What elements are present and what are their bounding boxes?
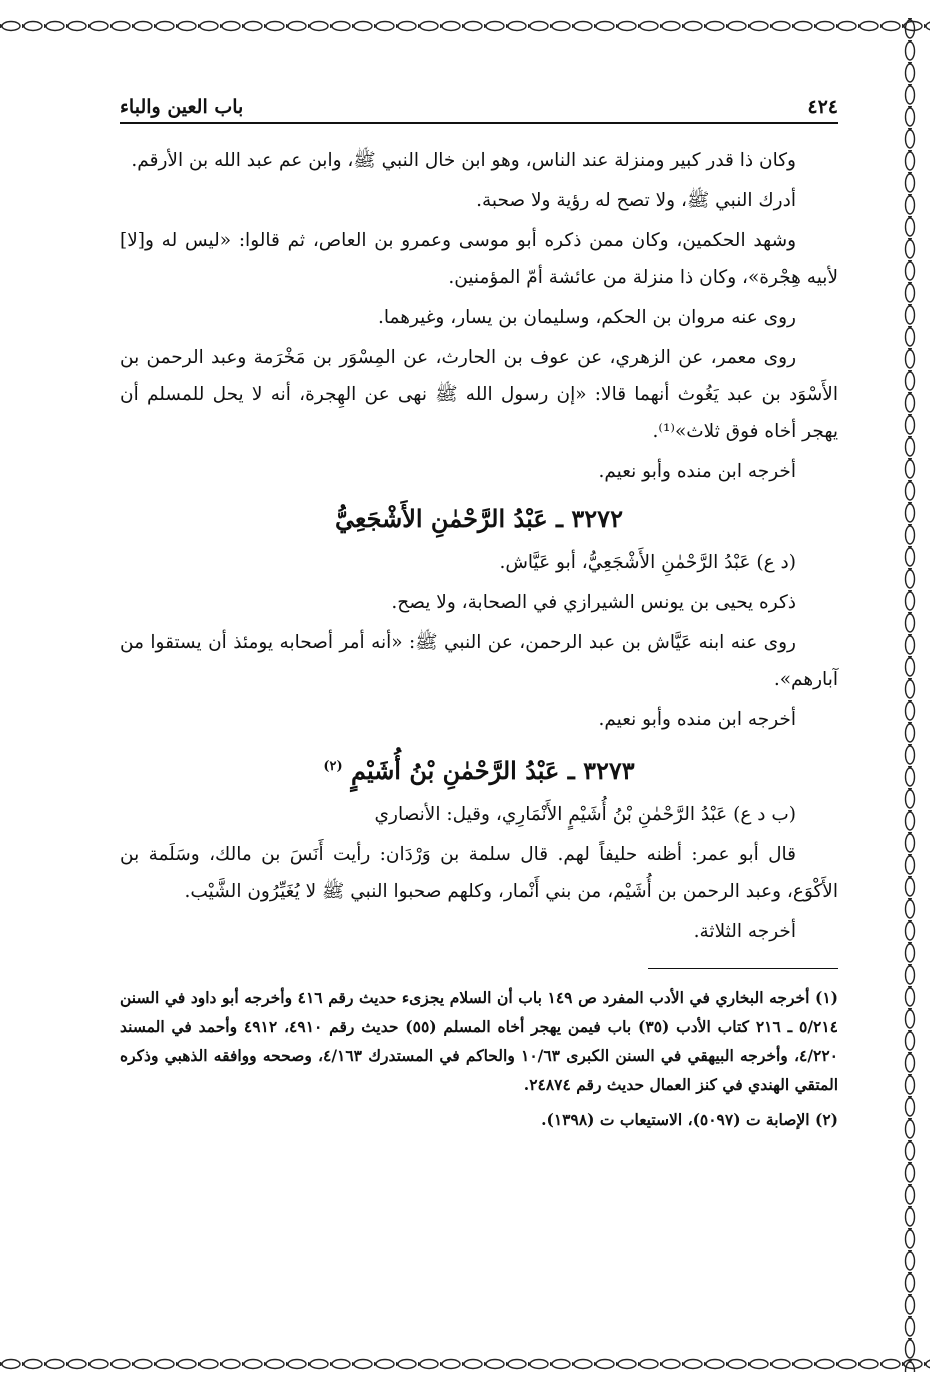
top-chain-border xyxy=(0,18,930,34)
chain-ornament xyxy=(0,18,930,34)
paragraph: وشهد الحكمين، وكان ممن ذكره أبو موسى وعمرو بن العاص، ثم قالوا: «ليس له و[لا] لأبيه هِجْرة»، وكان ذا منزلة من عائشة أمّ المؤمنين. xyxy=(120,230,838,288)
bottom-chain-border xyxy=(0,1356,930,1372)
entry-title-text: ٣٢٧٣ ـ عَبْدُ الرَّحْمٰنِ بْنُ أُشَيْمٍ xyxy=(350,756,635,785)
entry-title: ٣٢٧٢ ـ عَبْدُ الرَّحْمٰنِ الأَشْجَعِيُّ xyxy=(335,504,623,533)
footnote-marker: (٢) xyxy=(323,759,343,774)
body-text xyxy=(120,142,838,950)
paragraph: أخرجه الثلاثة. xyxy=(693,921,796,942)
right-chain-border xyxy=(902,18,918,1372)
chain-ornament xyxy=(0,1356,930,1372)
paragraph: روى عنه ابنه عَيَّاش بن عبد الرحمن، عن النبي ﷺ: «أنه أمر أصحابه يومئذ أن يستقوا من آبارهم». xyxy=(120,632,838,690)
running-head xyxy=(120,96,838,124)
page-content xyxy=(120,96,838,1140)
footnote: (٢) الإصابة ت (٥٠٩٧)، الاستيعاب ت (١٣٩٨). xyxy=(541,1110,838,1129)
paragraph: أدرك النبي ﷺ، ولا تصح له رؤية ولا صحبة. xyxy=(476,190,796,211)
entry-title xyxy=(120,744,838,794)
chain-ornament xyxy=(902,18,918,1372)
paragraph: روى معمر، عن الزهري، عن عوف بن الحارث، عن المِسْوَر بن مَخْرَمة وعبد الرحمن بن الأَسْوَد بن عبد يَغُوث أنهما قالا: «إن رسول الله ﷺ نهى عن الهِجرة، أنه لا يحل للمسلم أن يهجر أخاه فوق ثلاث»⁽¹⁾. xyxy=(120,347,838,442)
paragraph: روى عنه مروان بن الحكم، وسليمان بن يسار، وغيرهما. xyxy=(377,307,796,328)
footnote-divider xyxy=(648,968,838,969)
paragraph: أخرجه ابن منده وأبو نعيم. xyxy=(598,709,796,730)
paragraph: ذكره يحيى بن يونس الشيرازي في الصحابة، ولا يصح. xyxy=(391,592,796,613)
section-title: باب العين والباء xyxy=(120,96,244,118)
paragraph: أخرجه ابن منده وأبو نعيم. xyxy=(598,461,796,482)
footnotes xyxy=(120,983,838,1134)
paragraph: قال أبو عمر: أظنه حليفاً لهم. قال سلمة بن وَرْدَان: رأيت أَنَسَ بن مالك، وسَلَمة بن الأَكْوَع، وعبد الرحمن بن أُشَيْم، من بني أَنْمار، وكلهم صحبوا النبي ﷺ لا يُغَيِّرُون الشَّيْب. xyxy=(120,844,838,902)
paragraph: وكان ذا قدر كبير ومنزلة عند الناس، وهو ابن خال النبي ﷺ، وابن عم عبد الله بن الأرقم. xyxy=(131,150,796,171)
paragraph: (ب د ع) عَبْدُ الرَّحْمٰنِ بْنُ أُشَيْمٍ الأَنْمَارِي، وقيل: الأنصاري xyxy=(374,804,796,825)
footnote: (١) أخرجه البخاري في الأدب المفرد ص ١٤٩ باب أن السلام يجزىء حديث رقم ٤١٦ وأخرجه أبو داود في السنن ٥/٢١٤ ـ ٢١٦ كتاب الأدب (٣٥) باب فيمن يهجر أخاه المسلم (٥٥) حديث رقم ٤٩١٠، ٤٩١٢ وأحمد في المسند ٤/٢٢٠، وأخرجه البيهقي في السنن الكبرى ١٠/٦٣ والحاكم في المستدرك ٤/١٦٣، وصححه ووافقه الذهبي وذكره المتقي الهندي في كنز العمال حديث رقم ٢٤٨٧٤. xyxy=(120,988,839,1094)
page-number: ٤٢٤ xyxy=(807,96,838,118)
paragraph: (د ع) عَبْدُ الرَّحْمٰنِ الأَشْجَعِيُّ، أبو عَيَّاش. xyxy=(499,552,796,573)
